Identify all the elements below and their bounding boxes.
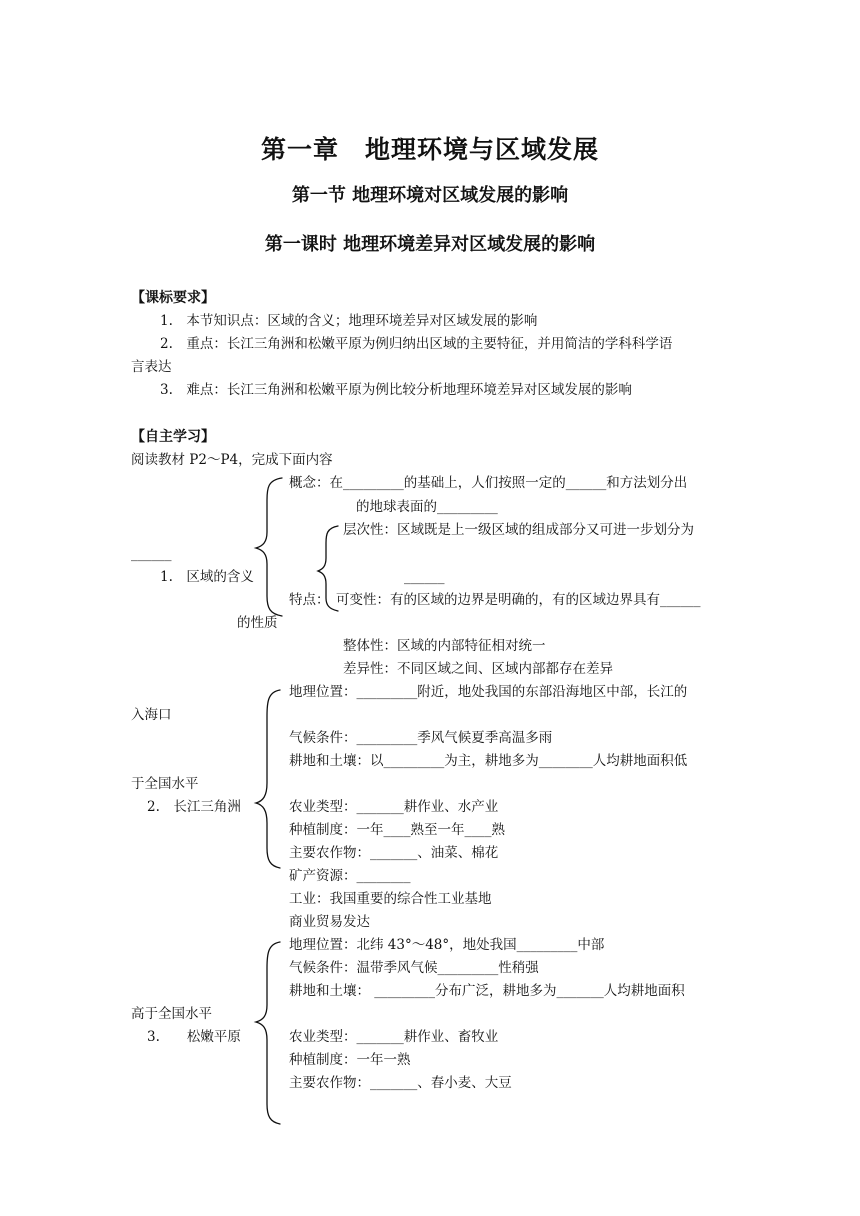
brace-yangtze: [256, 690, 280, 868]
section-title: 第一节 地理环境对区域发展的影响: [291, 185, 569, 206]
yangtze-crops: 主要农作物：_______、油菜、棉花: [289, 845, 499, 861]
songnen-soil: 耕地和土壤： _________分布广泛，耕地多为_______人均耕地面积: [289, 983, 685, 999]
curriculum-heading: 【课标要求】: [131, 290, 215, 306]
curriculum-item-2-cont: 言表达: [131, 359, 172, 375]
region-variability: 可变性：有的区域的边界是明确的，有的区域边界具有______: [336, 592, 701, 608]
chapter-title: 第一章 地理环境与区域发展: [260, 135, 599, 164]
region-hierarchy: 层次性：区域既是上一级区域的组成部分又可进一步划分为: [343, 522, 694, 538]
region-concept-line-2: 的地球表面的_________: [356, 499, 498, 515]
curriculum-item-1: 1. 本节知识点：区域的含义；地理环境差异对区域发展的影响: [160, 313, 538, 329]
songnen-crops: 主要农作物：_______、春小麦、大豆: [289, 1075, 512, 1091]
curriculum-item-3: 3. 难点：长江三角洲和松嫩平原为例比较分析地理环境差异对区域发展的影响: [160, 382, 632, 398]
songnen-agri-type: 农业类型：_______耕作业、畜牧业: [289, 1029, 499, 1045]
yangtze-agri-type: 农业类型：_______耕作业、水产业: [289, 799, 499, 815]
lesson-title: 第一课时 地理环境差异对区域发展的影响: [264, 234, 596, 255]
brace-songnen: [256, 942, 280, 1124]
yangtze-climate: 气候条件：_________季风气候夏季高温多雨: [289, 730, 553, 746]
yangtze-location: 地理位置：_________附近，地处我国的东部沿海地区中部，长江的: [289, 684, 688, 700]
region-difference: 差异性：不同区域之间、区域内部都存在差异: [343, 661, 613, 677]
region-blank-left: ______: [131, 546, 172, 562]
yangtze-soil: 耕地和土壤：以_________为主，耕地多为________人均耕地面积低: [289, 753, 688, 769]
songnen-planting: 种植制度：一年一熟: [289, 1052, 411, 1068]
brace-features: [318, 526, 338, 611]
yangtze-planting: 种植制度：一年____熟至一年____熟: [289, 822, 505, 838]
self-study-intro: 阅读教材 P2～P4，完成下面内容: [131, 452, 333, 468]
yangtze-minerals: 矿产资源：________: [289, 868, 411, 884]
region-features-label: 特点：: [289, 592, 330, 608]
region-variability-cont: 的性质: [237, 615, 278, 631]
songnen-location: 地理位置：北纬 43°～48°，地处我国_________中部: [289, 937, 605, 953]
region-label: 1. 区域的含义: [160, 569, 254, 585]
songnen-soil-cont: 高于全国水平: [131, 1006, 212, 1022]
region-integrity: 整体性：区域的内部特征相对统一: [343, 638, 546, 654]
yangtze-commerce: 商业贸易发达: [289, 914, 370, 930]
yangtze-location-cont: 入海口: [131, 707, 172, 723]
yangtze-label: 2. 长江三角洲: [147, 799, 241, 815]
yangtze-industry: 工业：我国重要的综合性工业基地: [289, 891, 492, 907]
region-concept-line-1: 概念：在_________的基础上，人们按照一定的______和方法划分出: [289, 475, 688, 491]
yangtze-soil-cont: 于全国水平: [131, 776, 199, 792]
curriculum-item-2: 2. 重点：长江三角洲和松嫩平原为例归纳出区域的主要特征，并用简洁的学科科学语: [160, 336, 673, 352]
self-study-heading: 【自主学习】: [131, 429, 215, 445]
brace-region: [256, 478, 282, 616]
songnen-climate: 气候条件：温带季风气候_________性稍强: [289, 960, 539, 976]
region-blank-mid: ______: [404, 569, 445, 585]
songnen-label: 3. 松嫩平原: [147, 1029, 241, 1045]
